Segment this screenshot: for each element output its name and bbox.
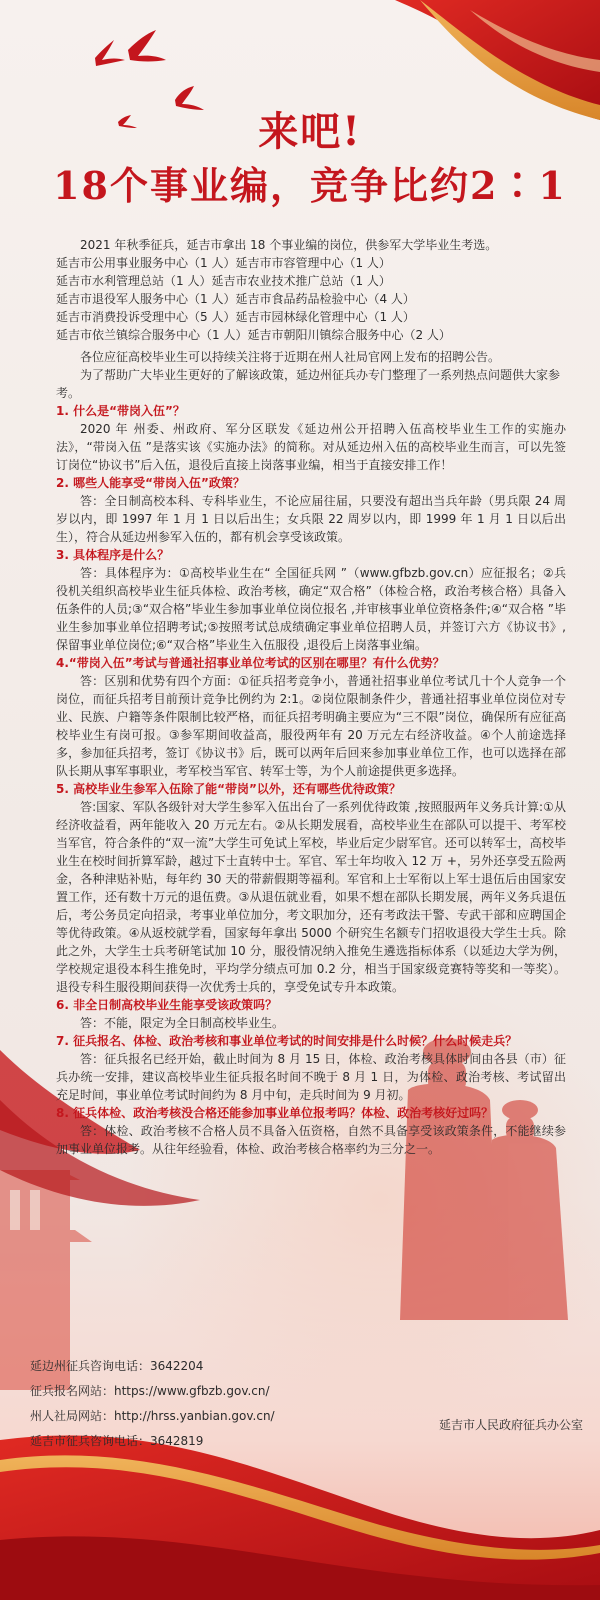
title-line-1: 来吧! xyxy=(258,108,362,155)
contact-info xyxy=(30,1354,410,1454)
faq-question-8: 8. 征兵体检、政治考核没合格还能参加事业单位报考吗？体检、政治考核好过吗？ xyxy=(56,1106,494,1120)
faq-answer-6: 答：不能，限定为全日制高校毕业生。 xyxy=(80,1016,285,1030)
faq-answer-4: 答：区别和优势有四个方面：①征兵招考竞争小，普通社招事业单位考试几十个人竞争一个岗位，而征兵招考目前预计竞争比例约为 2:1。②岗位限制条件少，普通社招事业单位岗位对专业、民族、户籍等条件限制比较严格，而征兵招考明确主要应为“三不限”岗位，确保所有应征高校毕业生有岗可报。③参军期间收益高，服役两年有 20 万元左右经济收益。④个人前途选择多，参加征兵招考，签订《协议书》后，既可以两年后回来参加事业单位工作，也可以选择在部队长期从事军事职业，考军校当军官、转军士等，为个人前途提供更多选择。 xyxy=(56,674,566,778)
contact-website-hrss[interactable]: 州人社局网站：http://hrss.yanbian.gov.cn/ xyxy=(30,1409,275,1423)
article-body xyxy=(56,236,566,1158)
unit-line: 延吉市退役军人服务中心（1 人）延吉市食品药品检验中心（4 人） xyxy=(56,292,415,306)
contact-phone-yanbian: 延边州征兵咨询电话：3642204 xyxy=(30,1359,204,1373)
faq-answer-5: 答:国家、军队各级针对大学生参军入伍出台了一系列优待政策 ,按照服两年义务兵计算:①从经济收益看，两年能收入 20 万元左右。②从长期发展看，高校毕业生在部队可以提干、考军校当军官，符合条件的“双一流”大学生可免试上军校，毕业后定少尉军官。还可以转军士，高校毕业生在校时间折算军龄，越过下士直转中士。军官、军士年均收入 12 万 +，另外还享受五险两金，各种津贴补贴，每年约 30 天的带薪假期等福利。军官和上士军衔以上军士退伍后由国家安置工作，还有数十万元的退伍费。③从退伍就业看，如果不想在部队长期发展，两年义务兵退伍后，考公务员定向招录，考事业单位加分，考文职加分，还有考政法干警、专武干部和应聘国企等优待政策。④从返校就学看，国家每年拿出 5000 个研究生名额专门招收退役大学生士兵。除此之外，大学生士兵考研笔试加 10 分，服役情况纳入推免生遴选指标体系（以延边大学为例，学校规定退役本科生推免时，平均学分绩点可加 0.2 分，相当于国家级竞赛特等奖和一等奖）。退役专科生服役期间获得一次优秀士兵的，享受免试专升本政策。 xyxy=(56,800,566,994)
faq-answer-8: 答：体检、政治考核不合格人员不具备入伍资格，自然不具备享受该政策条件，不能继续参加事业单位报考。从往年经验看，体检、政治考核合格率约为三分之一。 xyxy=(56,1124,566,1156)
unit-line: 延吉市水利管理总站（1 人）延吉市农业技术推广总站（1 人） xyxy=(56,274,391,288)
faq-question-3: 3. 具体程序是什么？ xyxy=(56,548,170,562)
faq-question-1: 1. 什么是“带岗入伍”？ xyxy=(56,404,185,418)
unit-line: 延吉市公用事业服务中心（1 人）延吉市市容管理中心（1 人） xyxy=(56,256,391,270)
faq-answer-1: 2020 年 州委、州政府、军分区联发《延边州公开招聘入伍高校毕业生工作的实施办法》，“带岗入伍 ”是落实该《实施办法》的简称。对从延边州入伍的高校毕业生而言，可以先签订岗位“协议书”后入伍，退役后直接上岗落事业编，相当于直接安排工作！ xyxy=(56,422,566,472)
intro-lead: 2021 年秋季征兵，延吉市拿出 18 个事业编的岗位，供参军大学毕业生考选。 xyxy=(80,238,498,252)
faq-question-4: 4.“带岗入伍”考试与普通社招事业单位考试的区别在哪里？有什么优势？ xyxy=(56,656,445,670)
title-line-2: 18个事业编，竞争比约2∶1 xyxy=(53,163,567,208)
faq-answer-2: 答：全日制高校本科、专科毕业生，不论应届往届，只要没有超出当兵年龄（男兵限 24 周岁以内，即 1997 年 1 月 1 日以后出生；女兵限 22 周岁以内，即 1999 年 1 月 1 日以后出生），符合从延边州参军入伍的，都有机会享受该政策。 xyxy=(56,494,566,544)
intro-notice: 各位应征高校毕业生可以持续关注将于近期在州人社局官网上发布的招聘公告。 xyxy=(80,350,501,364)
intro-purpose: 为了帮助广大毕业生更好的了解该政策，延边州征兵办专门整理了一系列热点问题供大家参考。 xyxy=(56,368,561,400)
faq-question-5: 5. 高校毕业生参军入伍除了能“带岗”以外，还有哪些优待政策？ xyxy=(56,782,401,796)
contact-phone-yanji: 延吉市征兵咨询电话：3642819 xyxy=(30,1434,204,1448)
faq-answer-3: 答：具体程序为：①高校毕业生在“ 全国征兵网 ”（www.gfbzb.gov.cn）应征报名；②兵役机关组织高校毕业生征兵体检、政治考核，确定“双合格”（体检合格，政治考核合格）具备入伍条件的人员;③“双合格”毕业生参加事业单位岗位报名 ,并审核事业单位资格条件;④“双合格 ”毕业生参加事业单位招聘考试;⑤按照考试总成绩确定事业单位招聘人员，并签订六方《协议书》,保留事业单位岗位;⑥“双合格”毕业生入伍服役 ,退役后上岗落事业编。 xyxy=(56,566,566,652)
faq-question-2: 2. 哪些人能享受“带岗入伍”政策？ xyxy=(56,476,245,490)
faq-question-6: 6. 非全日制高校毕业生能享受该政策吗？ xyxy=(56,998,278,1012)
footer-issuer: 延吉市人民政府征兵办公室 xyxy=(438,1418,583,1432)
contact-website-enlist[interactable]: 征兵报名网站：https://www.gfbzb.gov.cn/ xyxy=(30,1384,270,1398)
faq-answer-7: 答：征兵报名已经开始，截止时间为 8 月 15 日，体检、政治考核具体时间由各县（市）征兵办统一安排，建议高校毕业生征兵报名时间不晚于 8 月 1 日，为体检、政治考核、考试留出充足时间，事业单位考试时间约为 8 月中旬，走兵时间为 9 月初。 xyxy=(56,1052,566,1102)
unit-line: 延吉市消费投诉受理中心（5 人）延吉市园林绿化管理中心（1 人） xyxy=(56,310,415,324)
faq-question-7: 7. 征兵报名、体检、政治考核和事业单位考试的时间安排是什么时候？什么时候走兵？ xyxy=(56,1034,518,1048)
unit-line: 延吉市依兰镇综合服务中心（1 人）延吉市朝阳川镇综合服务中心（2 人） xyxy=(56,328,451,342)
